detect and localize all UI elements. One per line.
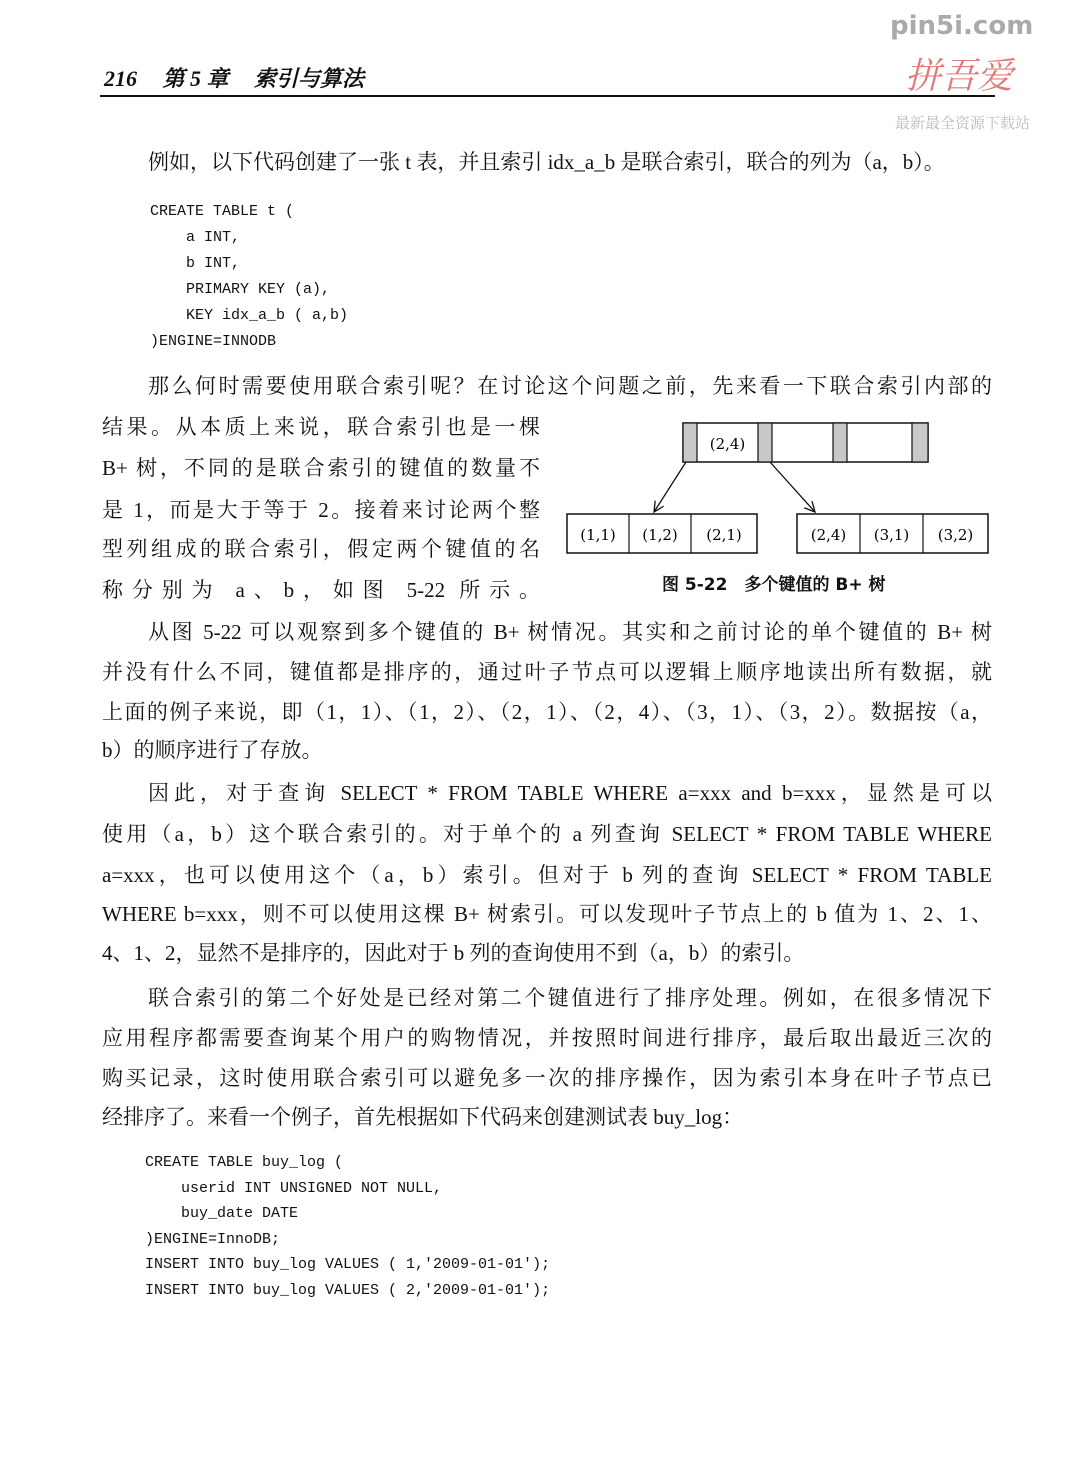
figure-caption: 图 5-22 多个键值的 B+ 树	[662, 575, 886, 595]
leaf-key: (2,4)	[810, 526, 847, 544]
text-line: 例如，以下代码创建了一张 t 表，并且索引 idx_a_b 是联合索引，联合的列为（a，b）。	[148, 150, 945, 174]
text-line: 4、1、2，显然不是排序的，因此对于 b 列的查询使用不到（a，b）的索引。	[102, 941, 805, 965]
text-line: 从图 5-22 可以观察到多个键值的 B+ 树情况。其实和之前讨论的单个键值的 B+ 树	[148, 620, 992, 644]
arrow-right	[770, 462, 815, 512]
text-line: b）的顺序进行了存放。	[102, 738, 323, 762]
page-number: 216	[104, 66, 137, 91]
root-key: (2,4)	[709, 435, 746, 453]
code-line: INSERT INTO buy_log VALUES ( 2,'2009-01-01');	[145, 1281, 551, 1299]
pointer-slot	[833, 423, 847, 462]
text-line: 称分别为 a、b，如图 5-22 所示。	[102, 578, 540, 602]
text-line: 是 1，而是大于等于 2。接着来讨论两个整	[102, 498, 540, 522]
leaf-key: (3,2)	[937, 526, 974, 544]
text-line: 因此，对于查询 SELECT * FROM TABLE WHERE a=xxx and b=xxx，显然是可以	[148, 781, 992, 805]
text-line: 上面的例子来说，即（1，1）、（1，2）、（2，1）、（2，4）、（3，1）、（3，2）。数据按（a，	[102, 700, 992, 724]
code-line: CREATE TABLE t (	[150, 203, 295, 220]
code-line: a INT,	[150, 229, 241, 246]
svg-text:拼吾爱: 拼吾爱	[905, 56, 1014, 97]
code-block-buy-log	[145, 1150, 550, 1303]
pointer-slot	[683, 423, 697, 462]
text-line: 经排序了。来看一个例子，首先根据如下代码来创建测试表 buy_log：	[102, 1105, 744, 1129]
svg-text:最新最全资源下载站: 最新最全资源下载站	[895, 114, 1031, 132]
text-line: 型列组成的联合索引，假定两个键值的名	[102, 537, 540, 561]
text-line: WHERE b=xxx，则不可以使用这棵 B+ 树索引。可以发现叶子节点上的 b 值为 1、2、1、	[102, 902, 992, 926]
code-line: )ENGINE=INNODB	[150, 333, 277, 350]
leaf-key: (1,2)	[642, 526, 678, 544]
figure-5-22-btree	[0, 0, 1080, 620]
text-line: a=xxx，也可以使用这个（a，b）索引。但对于 b 列的查询 SELECT * FROM TABLE	[102, 863, 992, 887]
leaf-key: (3,1)	[873, 526, 910, 544]
svg-text:pin5i.com: pin5i.com	[890, 11, 1034, 41]
code-line: buy_date DATE	[145, 1205, 299, 1222]
code-line: CREATE TABLE buy_log (	[145, 1154, 344, 1171]
text-line: 购买记录，这时使用联合索引可以避免多一次的排序操作，因为索引本身在叶子节点已	[102, 1066, 992, 1090]
text-line: 结果。从本质上来说，联合索引也是一棵	[102, 415, 540, 439]
text-line: 联合索引的第二个好处是已经对第二个键值进行了排序处理。例如，在很多情况下	[148, 986, 992, 1010]
chapter-label: 第 5 章	[162, 66, 229, 91]
code-line: INSERT INTO buy_log VALUES ( 1,'2009-01-01');	[145, 1256, 551, 1273]
leaf-key: (1,1)	[580, 526, 616, 544]
text-line: 并没有什么不同，键值都是排序的，通过叶子节点可以逻辑上顺序地读出所有数据，就	[102, 660, 992, 684]
chapter-title: 索引与算法	[254, 66, 365, 91]
code-line: userid INT UNSIGNED NOT NULL,	[145, 1179, 443, 1197]
code-line: KEY idx_a_b ( a,b)	[150, 307, 349, 324]
leaf-key: (2,1)	[706, 526, 742, 544]
text-line: 应用程序都需要查询某个用户的购物情况，并按照时间进行排序，最后取出最近三次的	[102, 1026, 992, 1050]
text-line: 使用（a，b）这个联合索引的。对于单个的 a 列查询 SELECT * FROM TABLE WHERE	[102, 822, 992, 846]
code-line: b INT,	[150, 255, 241, 272]
code-line: PRIMARY KEY (a),	[150, 281, 331, 298]
text-line: 那么何时需要使用联合索引呢？在讨论这个问题之前，先来看一下联合索引内部的	[148, 374, 992, 398]
pointer-slot	[912, 423, 928, 462]
text-line: B+ 树，不同的是联合索引的键值的数量不	[102, 456, 540, 480]
arrow-left	[654, 462, 686, 512]
code-line: )ENGINE=InnoDB;	[145, 1230, 281, 1248]
pointer-slot	[758, 423, 772, 462]
